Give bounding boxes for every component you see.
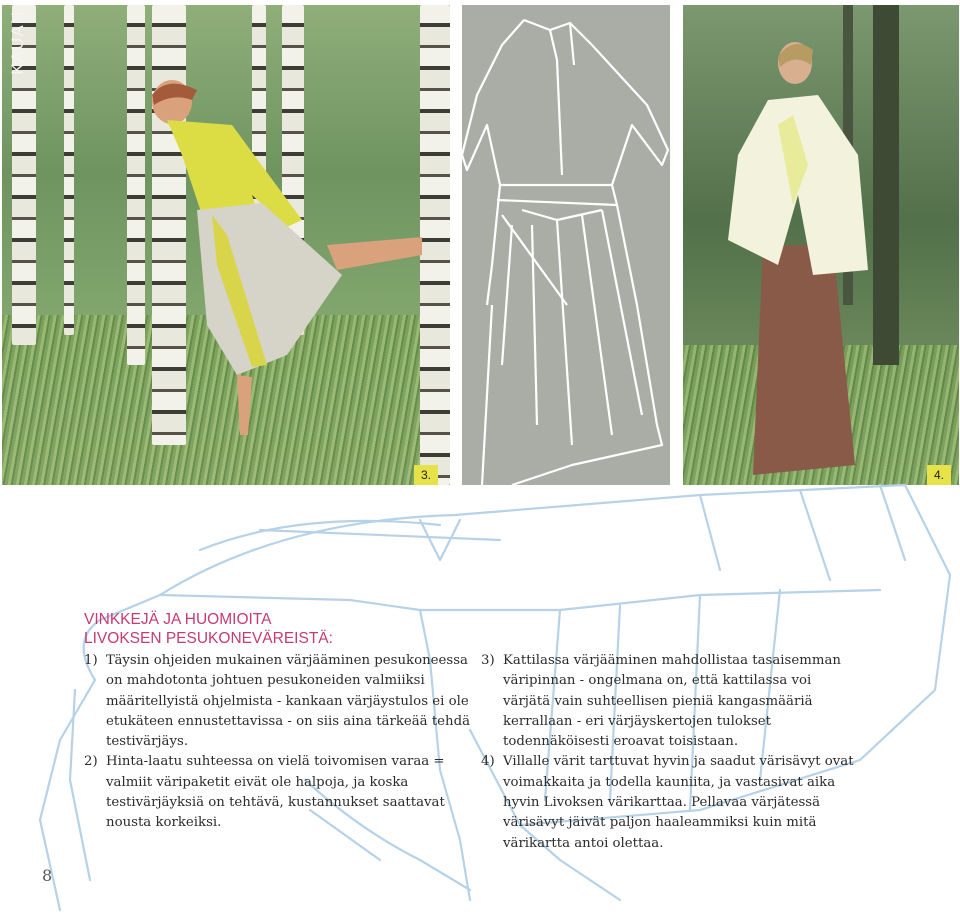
tip-number: 4) <box>481 754 495 770</box>
tip-number: 1) <box>84 653 98 668</box>
tip-item <box>481 651 861 752</box>
woman-figure-cape <box>683 5 959 485</box>
tip-text: Villalle värit tarttuvat hyvin ja saadut värisävyt ovat voimakkaita ja todella kauniita, ja vastasivat aika hyvin Livoksen värikarttaa. Pellavaa värjätessä värisävyt jäivät paljon haaleammiksi kuin mitä värikartta antoi olettaa. <box>503 754 854 851</box>
page-number: 8 <box>42 866 53 885</box>
tip-number: 3) <box>481 653 495 668</box>
tips-heading-line2: LIVOKSEN PESUKONEVÄREISTÄ: <box>84 630 333 647</box>
coat-outline-drawing <box>462 5 670 485</box>
garment-sketch-panel <box>462 5 670 485</box>
tip-item <box>84 651 484 752</box>
tip-text: Kattilassa värjääminen mahdollistaa tasaisemman väripinnan - ongelmana on, että kattilassa voi värjätä vain suhteellisen pieniä kangasmääriä kerrallaan - eri värjäyskertojen tulokset todennäköisesti eroavat toisistaan. <box>503 653 841 750</box>
woman-figure-yellow <box>2 5 450 485</box>
side-section-label: KAUAN <box>8 11 27 75</box>
tips-heading <box>84 610 333 648</box>
photo-number-badge: 4. <box>927 465 951 485</box>
tips-heading-line1: VINKKEJÄ JA HUOMIOITA <box>84 611 272 628</box>
photo-3-birch-forest <box>2 5 450 485</box>
tip-item <box>481 752 861 853</box>
tip-text: Hinta-laatu suhteessa on vielä toivomisen varaa = valmiit väripaketit eivät ole halpoja, ja koska testivärjäyksiä on tehtävä, kustannukset saattavat nousta korkeiksi. <box>106 754 445 831</box>
photo-number-badge: 3. <box>414 465 438 485</box>
tip-item <box>84 752 484 833</box>
photo-4-forest-cape <box>683 5 959 485</box>
tip-number: 2) <box>84 754 98 770</box>
tip-text: Täysin ohjeiden mukainen värjääminen pesukoneessa on mahdotonta johtuen pesukoneiden valmiiksi määritellyistä ohjelmista - kankaan värjäystulos ei ole etukäteen ennustettavissa - on siis aina tärkeää tehdä testivärjäys. <box>106 653 471 750</box>
tips-list-right <box>481 651 861 854</box>
tips-list-left <box>84 651 484 834</box>
